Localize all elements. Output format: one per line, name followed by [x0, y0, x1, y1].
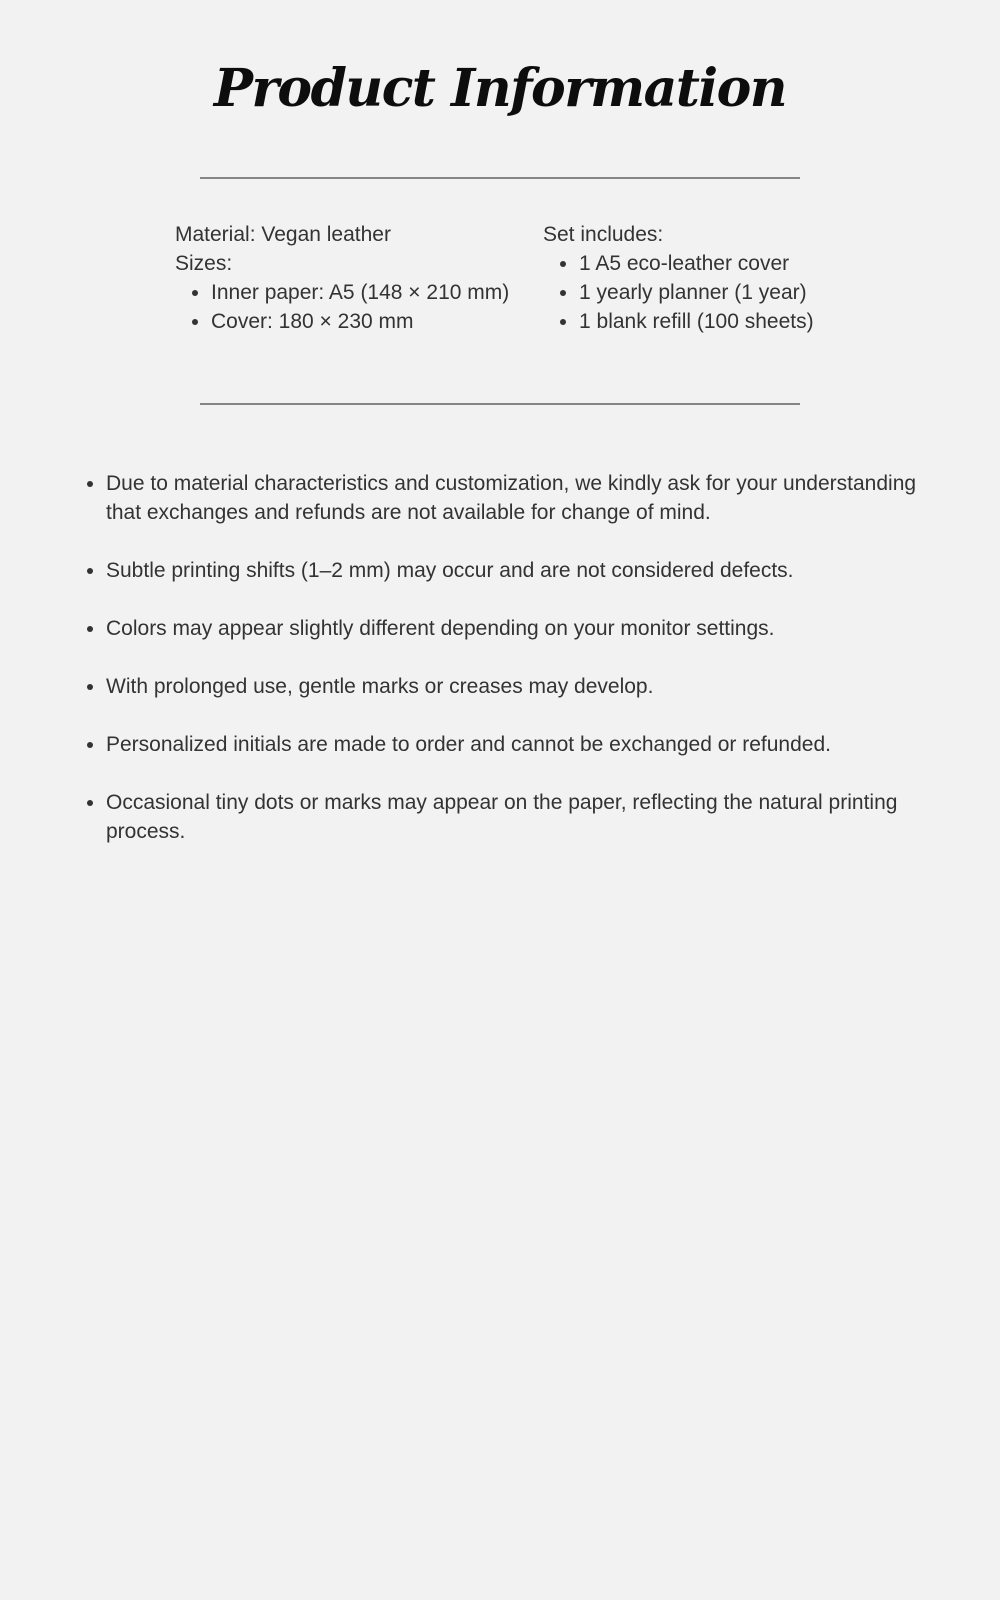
specs-column [175, 220, 509, 336]
note-item-refund-policy: • Due to material characteristics and customization, we kindly ask for your understanding that exchanges and refunds are not available for change of mind. [106, 469, 956, 527]
top-divider [200, 177, 800, 179]
bottom-divider [200, 403, 800, 405]
set-item-cover: • 1 A5 eco-leather cover [579, 249, 814, 278]
size-item-inner-paper: • Inner paper: A5 (148 × 210 mm) [211, 278, 509, 307]
set-item-refill: • 1 blank refill (100 sheets) [579, 307, 814, 336]
material-text: Material: Vegan leather [175, 223, 391, 246]
note-item-colors: • Colors may appear slightly different depending on your monitor settings. [106, 614, 956, 643]
note-item-printing-shifts: • Subtle printing shifts (1–2 mm) may occur and are not considered defects. [106, 556, 956, 585]
note-item-paper-dots: • Occasional tiny dots or marks may appear on the paper, reflecting the natural printing process. [106, 788, 956, 846]
set-includes-label: Set includes: [543, 223, 664, 246]
note-item-prolonged-use: • With prolonged use, gentle marks or creases may develop. [106, 672, 956, 701]
set-includes-list [543, 249, 814, 336]
size-item-cover: • Cover: 180 × 230 mm [211, 307, 509, 336]
notes-list [80, 469, 956, 846]
page-title: Product Information [213, 58, 787, 119]
set-includes-column [543, 220, 814, 336]
sizes-label: Sizes: [175, 252, 233, 275]
set-item-planner: • 1 yearly planner (1 year) [579, 278, 814, 307]
sizes-list [175, 278, 509, 336]
note-item-personalized-initials: • Personalized initials are made to order and cannot be exchanged or refunded. [106, 730, 956, 759]
